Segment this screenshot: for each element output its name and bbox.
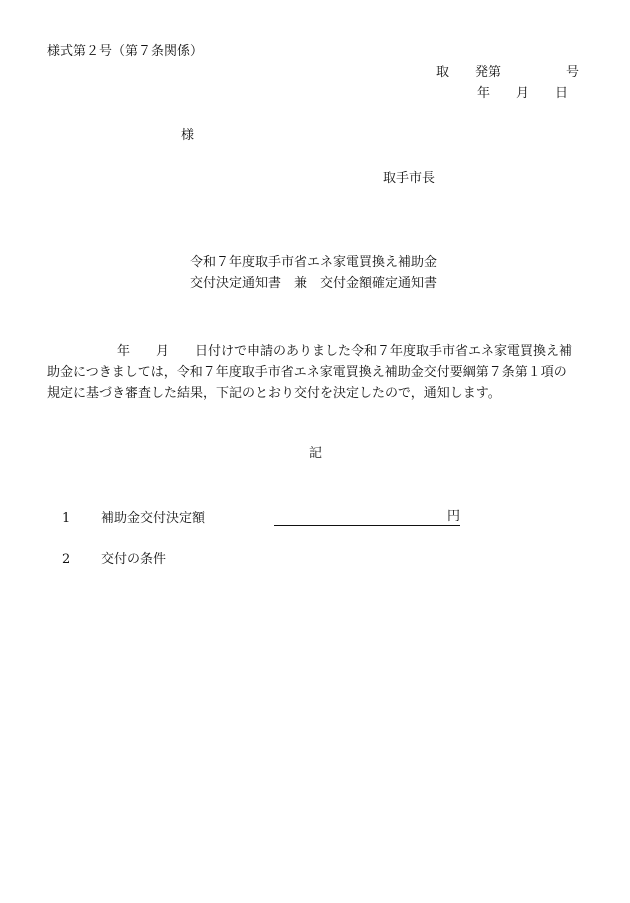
notice-body-line1: 年 月 日付けで申請のありました令和７年度取手市省エネ家電買換え補 xyxy=(117,344,573,359)
document-number: 取 発第 号 xyxy=(436,65,580,80)
notice-body xyxy=(47,341,587,404)
notice-body-line3: 規定に基づき審査した結果，下記のとおり交付を決定したので，通知します。 xyxy=(47,386,501,401)
record-heading: 記 xyxy=(309,446,323,461)
subsidy-amount-label: 補助金交付決定額 xyxy=(101,511,206,526)
document-date: 年 月 日 xyxy=(477,86,569,101)
addressee-honorific: 様 xyxy=(181,128,195,143)
item-number: 2 xyxy=(62,552,71,567)
notice-title-line2: 交付決定通知書 兼 交付金額確定通知書 xyxy=(190,276,438,291)
item-number: 1 xyxy=(62,511,71,526)
currency-unit: 円 xyxy=(446,509,460,524)
grant-conditions-label: 交付の条件 xyxy=(101,552,167,567)
sender-name: 取手市長 xyxy=(383,171,436,186)
form-number: 様式第２号（第７条関係） xyxy=(47,44,204,59)
notice-title-line1: 令和７年度取手市省エネ家電買換え補助金 xyxy=(190,255,438,270)
notice-body-line2: 助金につきましては，令和７年度取手市省エネ家電買換え補助金交付要綱第７条第１項の xyxy=(47,365,567,380)
subsidy-amount-field[interactable] xyxy=(274,509,460,526)
